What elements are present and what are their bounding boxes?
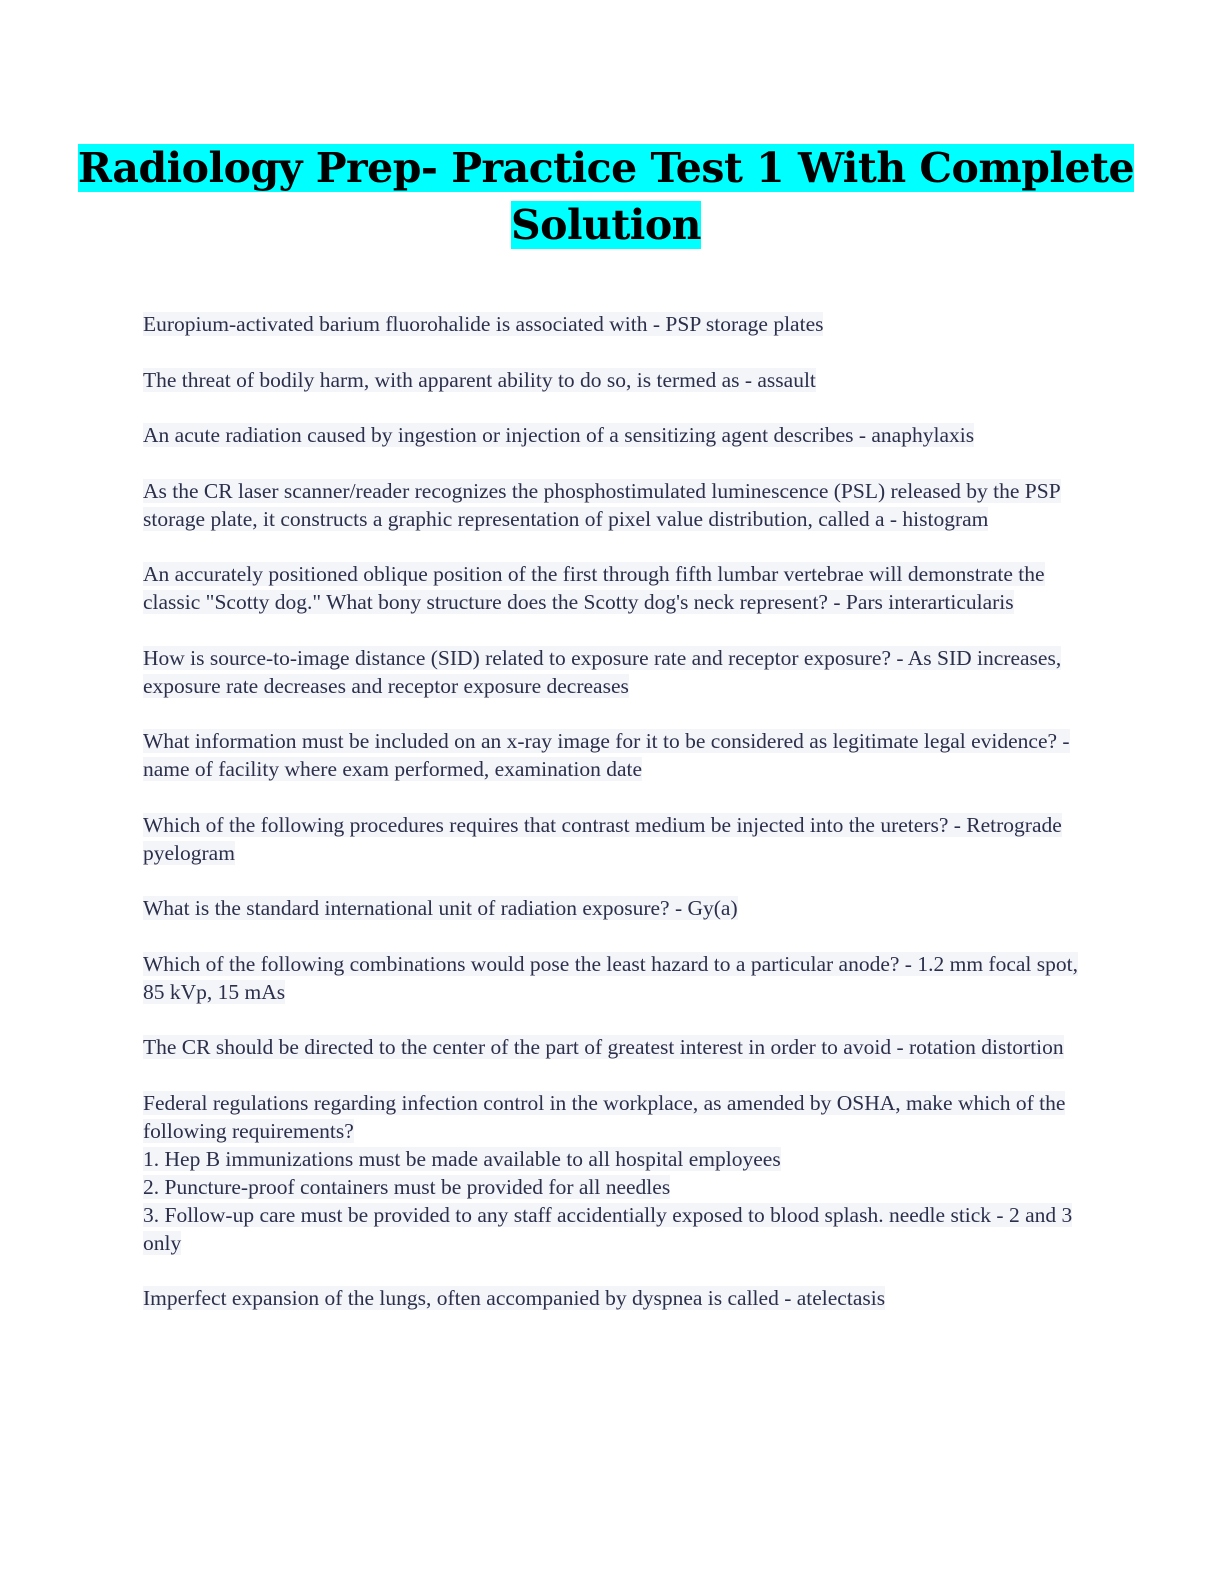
qa-option-3-answer: 3. Follow-up care must be provided to any staff accidentially exposed to blood splash. needle stick - 2 and 3 only (143, 1202, 1073, 1255)
qa-list (143, 310, 1083, 1340)
qa-text: Imperfect expansion of the lungs, often accompanied by dyspnea is called - atelectasis (143, 1286, 886, 1310)
qa-text: Europium-activated barium fluorohalide is associated with - PSP storage plates (143, 312, 824, 336)
qa-item (143, 1033, 1083, 1061)
qa-item (143, 477, 1083, 533)
qa-option-1: 1. Hep B immunizations must be made available to all hospital employees (143, 1146, 781, 1171)
qa-text: As the CR laser scanner/reader recognizes the phosphostimulated luminescence (PSL) released by the PSP storage plate, it constructs a graphic representation of pixel value distribution, called a - histogram (143, 478, 1061, 531)
title-container (0, 140, 1212, 254)
qa-option-2: 2. Puncture-proof containers must be provided for all needles (143, 1174, 671, 1199)
qa-item (143, 644, 1083, 700)
qa-item-multiline (143, 1089, 1083, 1257)
qa-text: How is source-to-image distance (SID) related to exposure rate and receptor exposure? - As SID increases, exposure rate decreases and receptor exposure decreases (143, 645, 1062, 698)
qa-item (143, 310, 1083, 338)
qa-item (143, 950, 1083, 1006)
qa-item (143, 1284, 1083, 1312)
qa-text: The CR should be directed to the center of the part of greatest interest in order to avoid - rotation distortion (143, 1035, 1064, 1059)
qa-text: An acute radiation caused by ingestion or injection of a sensitizing agent describes - anaphylaxis (143, 423, 975, 447)
qa-text: Which of the following procedures requires that contrast medium be injected into the ureters? - Retrograde pyelogram (143, 812, 1062, 865)
qa-item (143, 811, 1083, 867)
qa-item (143, 421, 1083, 449)
qa-text: What is the standard international unit of radiation exposure? - Gy(a) (143, 896, 738, 920)
qa-text: An accurately positioned oblique position of the first through fifth lumbar vertebrae will demonstrate the classic "Scotty dog." What bony structure does the Scotty dog's neck represent? - Pars interarticularis (143, 562, 1045, 614)
qa-item (143, 560, 1083, 616)
qa-item (143, 727, 1083, 783)
qa-item (143, 894, 1083, 922)
qa-item (143, 366, 1083, 394)
qa-text: The threat of bodily harm, with apparent ability to do so, is termed as - assault (143, 367, 816, 392)
qa-text: What information must be included on an x-ray image for it to be considered as legitimate legal evidence? - name of facility where exam performed, examination date (143, 729, 1070, 781)
document-title: Radiology Prep- Practice Test 1 With Complete Solution (77, 144, 1135, 249)
qa-question: Federal regulations regarding infection control in the workplace, as amended by OSHA, make which of the following requirements? (143, 1090, 1066, 1143)
qa-text: Which of the following combinations would pose the least hazard to a particular anode? - 1.2 mm focal spot, 85 kVp, 15 mAs (143, 951, 1078, 1004)
